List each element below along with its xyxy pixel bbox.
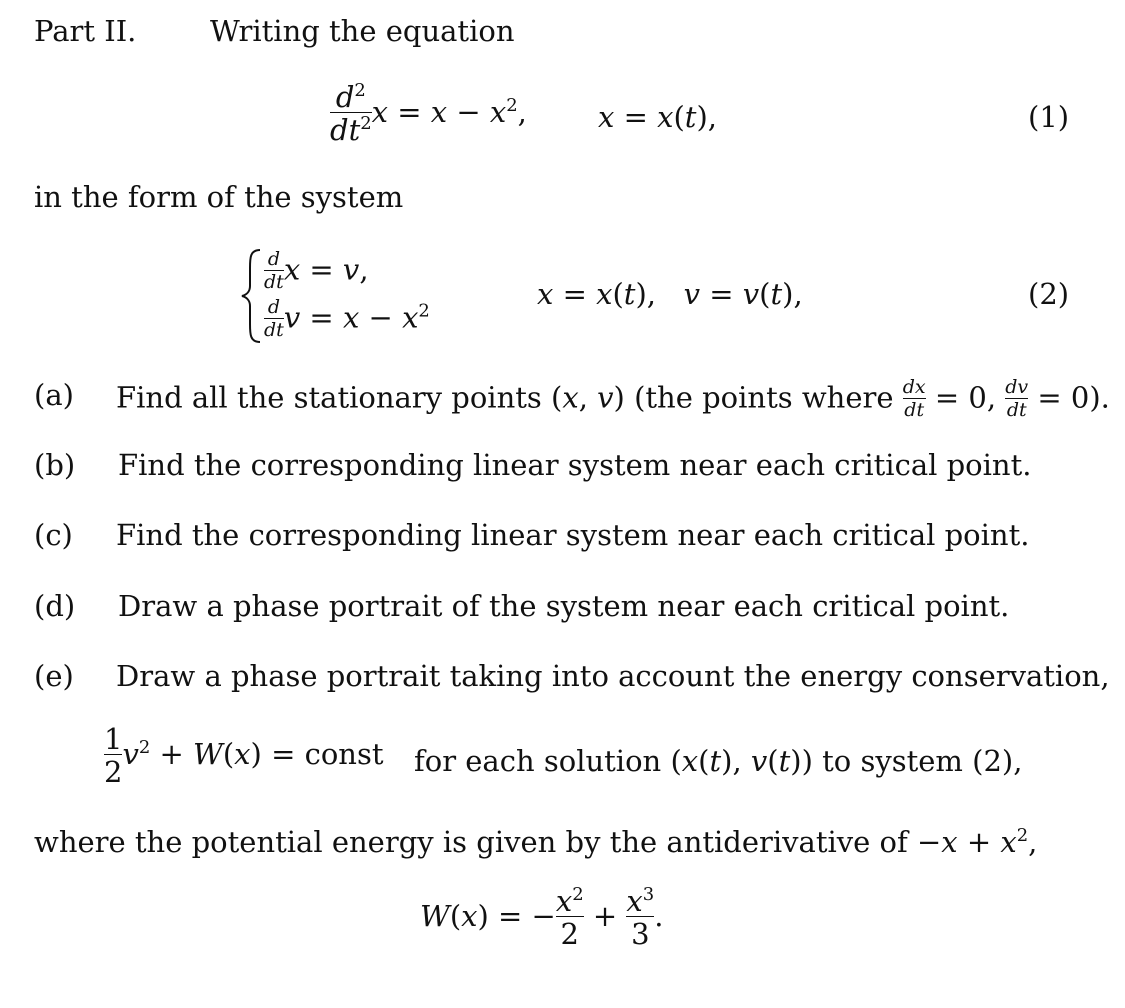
system-line-1: $\frac{d}{dt}$ x = v, <box>264 248 369 293</box>
second-derivative-operator: $\frac{d^2}{dt^2}$ <box>330 80 372 148</box>
item-text-b: Find the corresponding linear system near each critical point. <box>118 448 1032 482</box>
energy-conservation-equation: $\frac{1}{2}$ $v^2 + W(x)$ = const <box>104 722 384 790</box>
item-label-e: (e) <box>34 659 74 693</box>
part-label: Part II. <box>34 14 137 48</box>
potential-formula: W(x) = − $\frac{x^2}{2}$ + $\frac{x^3}{3}$ . <box>420 884 664 952</box>
left-brace-icon <box>240 248 262 344</box>
potential-intro-text: where the potential energy is given by the antiderivative of $-x + x^2$, <box>34 825 1038 859</box>
equation-2-number: (2) <box>1028 277 1070 311</box>
item-text-a: Find all the stationary points (x, v) (the points where $\frac{dx}{dt}$ = 0, $\frac{dv}{dt}$ = 0). <box>116 376 1110 421</box>
item-label-d: (d) <box>34 589 76 623</box>
item-text-e: Draw a phase portrait taking into account the energy conservation, <box>116 659 1110 693</box>
equation-1-condition: x = x(t), <box>598 100 717 134</box>
item-label-a: (a) <box>34 378 74 412</box>
equation-1-number: (1) <box>1028 100 1070 134</box>
system-conditions: x = x(t), v = v(t), <box>537 277 803 311</box>
system-line-2: $\frac{d}{dt}$ $v = x - x^2$ <box>264 296 430 341</box>
item-label-c: (c) <box>34 518 73 552</box>
item-text-c: Find the corresponding linear system near each critical point. <box>116 518 1030 552</box>
energy-condition-text: for each solution (x(t), v(t)) to system (2), <box>414 744 1023 778</box>
item-text-d: Draw a phase portrait of the system near each critical point. <box>118 589 1010 623</box>
equation-1: $\frac{d^2}{dt^2}$ $x = x - x^2$, <box>330 80 527 148</box>
item-label-b: (b) <box>34 448 76 482</box>
system-intro-text: in the form of the system <box>34 180 404 214</box>
heading-lead-text: Writing the equation <box>210 14 515 48</box>
